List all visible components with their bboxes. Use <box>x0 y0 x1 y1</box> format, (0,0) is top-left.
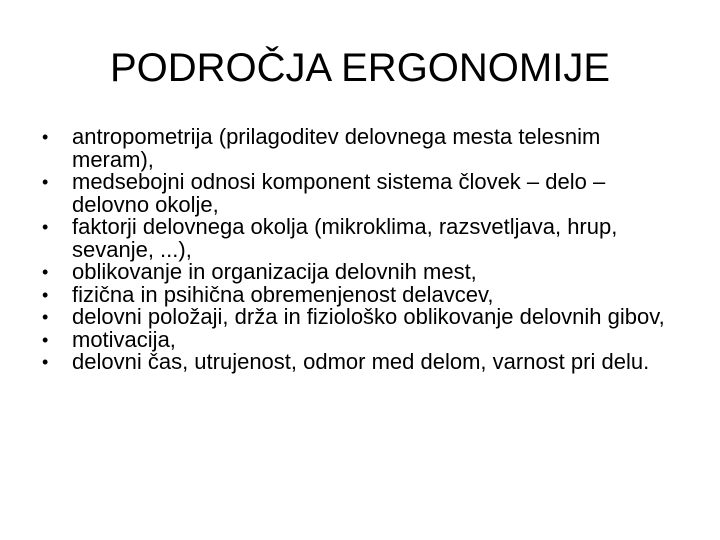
bullet-item <box>42 306 682 329</box>
bullet-text: oblikovanje in organizacija delovnih mest, <box>72 259 477 284</box>
bullet-list <box>42 126 682 374</box>
bullet-text: fizična in psihična obremenjenost delavcev, <box>72 281 494 307</box>
bullet-icon: • <box>42 217 49 237</box>
bullet-item <box>42 281 682 307</box>
bullet-icon: • <box>42 127 49 147</box>
bullet-text: faktorji delovnega okolja (mikroklima, razsvetljava, hrup, sevanje, ...), <box>72 214 618 262</box>
bullet-item <box>42 171 682 216</box>
bullet-item <box>42 216 682 261</box>
bullet-item <box>42 351 682 374</box>
bullet-icon: • <box>42 284 49 305</box>
bullet-icon: • <box>42 352 49 372</box>
bullet-icon: • <box>42 307 49 327</box>
bullet-item <box>42 326 682 352</box>
bullet-text: medsebojni odnosi komponent sistema človek – delo – delovno okolje, <box>72 169 606 217</box>
slide-title: PODROČJA ERGONOMIJE <box>109 46 611 90</box>
bullet-item <box>42 261 682 284</box>
bullet-text: delovni čas, utrujenost, odmor med delom, varnost pri delu. <box>72 349 650 374</box>
bullet-icon: • <box>42 172 49 192</box>
bullet-text: delovni položaji, drža in fiziološko oblikovanje delovnih gibov, <box>72 304 665 329</box>
bullet-icon: • <box>42 262 49 282</box>
bullet-text: motivacija, <box>72 326 176 352</box>
bullet-icon: • <box>42 329 49 350</box>
bullet-item <box>42 126 682 171</box>
bullet-text: antropometrija (prilagoditev delovnega mesta telesnim meram), <box>72 124 601 172</box>
